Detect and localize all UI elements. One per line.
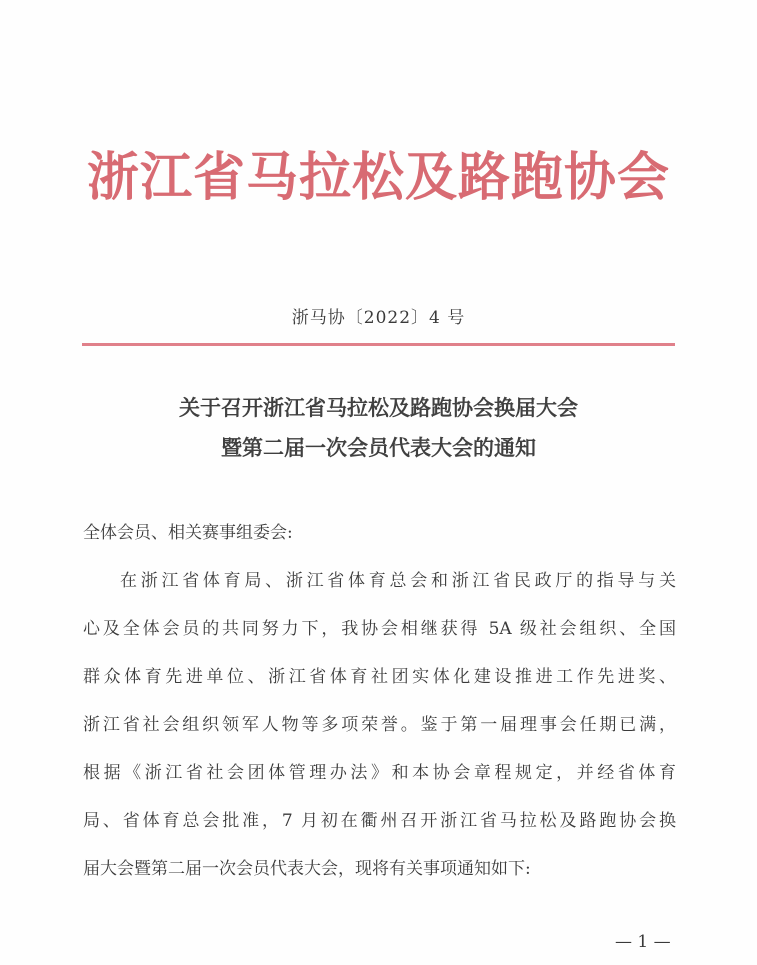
page-number: — 1 —	[615, 932, 671, 952]
document-number: 浙马协〔2022〕4 号	[291, 308, 466, 328]
body-text-line-2: 心及全体会员的共同努力下，我协会相继获得 5A 级社会组织、全国	[83, 619, 676, 639]
body-text-line-4: 浙江省社会组织领军人物等多项荣誉。鉴于第一届理事会任期已满，	[83, 715, 676, 735]
body-text-line-6: 局、省体育总会批准，7 月初在衢州召开浙江省马拉松及路跑协会换	[83, 811, 676, 831]
body-text-line-3: 群众体育先进单位、浙江省体育社团实体化建设推进工作先进奖、	[83, 667, 676, 687]
body-text-line-5: 根据《浙江省社会团体管理办法》和本协会章程规定，并经省体育	[83, 763, 676, 783]
body-text-line-1: 在浙江省体育局、浙江省体育总会和浙江省民政厅的指导与关	[120, 571, 676, 591]
organization-header-title: 浙江省马拉松及路跑协会	[86, 148, 670, 208]
notice-title-line-2: 暨第二届一次会员代表大会的通知	[221, 436, 536, 460]
header-divider-line	[82, 343, 675, 346]
body-text-line-7: 届大会暨第二届一次会员代表大会，现将有关事项通知如下:	[83, 859, 531, 879]
salutation: 全体会员、相关赛事组委会:	[83, 523, 293, 543]
notice-title-line-1: 关于召开浙江省马拉松及路跑协会换届大会	[179, 396, 578, 420]
